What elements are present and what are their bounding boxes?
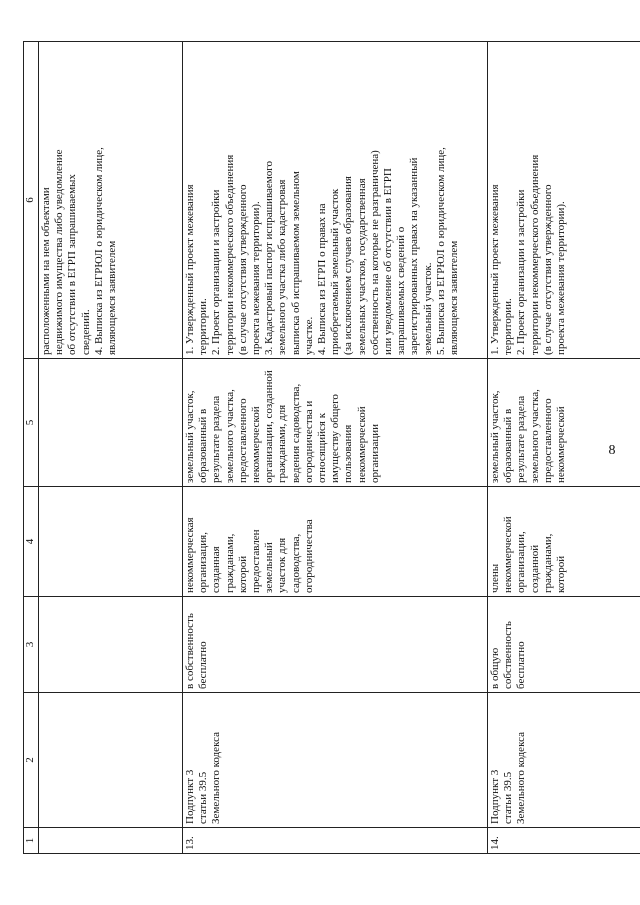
documents-cell: 1. Утвержденный проект межевания территории. 2. Проект организации и застройки территории некоммерческого объединения (в случае отсутствия утвержденного проекта межевания территории). 3. Кадастровый паспорт испрашиваемого земельного участка либо кадастровая выписка об испрашиваемом земельном участке. 4. Выписка из ЕГРП о правах на приобретаемый земельный участок (за исключением случаев образования земельных участков, государственная собственность на которые не разграничена) или уведомление об отсутствии в ЕГРП запрашиваемых сведений о зарегистрированных правах на указанный земельный участок. 5. Выписка из ЕГРЮЛ о юридическом лице, являющемся заявителем — [183, 42, 488, 359]
table-header-row — [24, 42, 39, 854]
land-plot-cell: земельный участок, образованный в результате раздела земельного участка, предоставленного некоммерческой организации, созданной гражданами, для ведения садоводства, огородничества и относящийся к имуществу общего пользования некоммерческой организации — [183, 359, 488, 487]
land-plot-cell: земельный участок, образованный в результате раздела земельного участка, предоставленного некоммерческой — [488, 359, 640, 487]
header-cell: 6 — [24, 42, 39, 359]
row-number-cell — [39, 828, 183, 854]
table-row — [488, 42, 640, 854]
applicant-cell: некоммерческая организация, созданная гражданами, которой предоставлен земельный участок для садоводства, огородничества — [183, 487, 488, 597]
header-cell: 4 — [24, 487, 39, 597]
documents-cell: расположенными на нем объектами недвижимого имущества либо уведомление об отсутствии в ЕГРП запрашиваемых сведений. 4. Выписка из ЕГРЮЛ о юридическом лице, являющемся заявителем — [39, 42, 183, 359]
land-plot-cell — [39, 359, 183, 487]
documents-table — [23, 41, 640, 854]
page-number: 8 — [608, 443, 616, 458]
row-number-cell: 14. — [488, 828, 640, 854]
right-type-cell — [39, 597, 183, 693]
applicant-cell: члены некоммерческой организации, созданной гражданами, которой — [488, 487, 640, 597]
applicant-cell — [39, 487, 183, 597]
header-cell: 3 — [24, 597, 39, 693]
legal-basis-cell — [39, 693, 183, 828]
header-cell: 1 — [24, 828, 39, 854]
table-row — [39, 42, 183, 854]
table-row — [183, 42, 488, 854]
documents-cell: 1. Утвержденный проект межевания территории. 2. Проект организации и застройки территории некоммерческого объединения (в случае отсутствия утвержденного проекта межевания территории). — [488, 42, 640, 359]
row-number-cell: 13. — [183, 828, 488, 854]
right-type-cell: в собственность бесплатно — [183, 597, 488, 693]
legal-basis-cell: Подпункт 3 статьи 39.5 Земельного кодекса — [488, 693, 640, 828]
right-type-cell: в общую собственность бесплатно — [488, 597, 640, 693]
legal-basis-cell: Подпункт 3 статьи 39.5 Земельного кодекса — [183, 693, 488, 828]
header-cell: 5 — [24, 359, 39, 487]
header-cell: 2 — [24, 693, 39, 828]
